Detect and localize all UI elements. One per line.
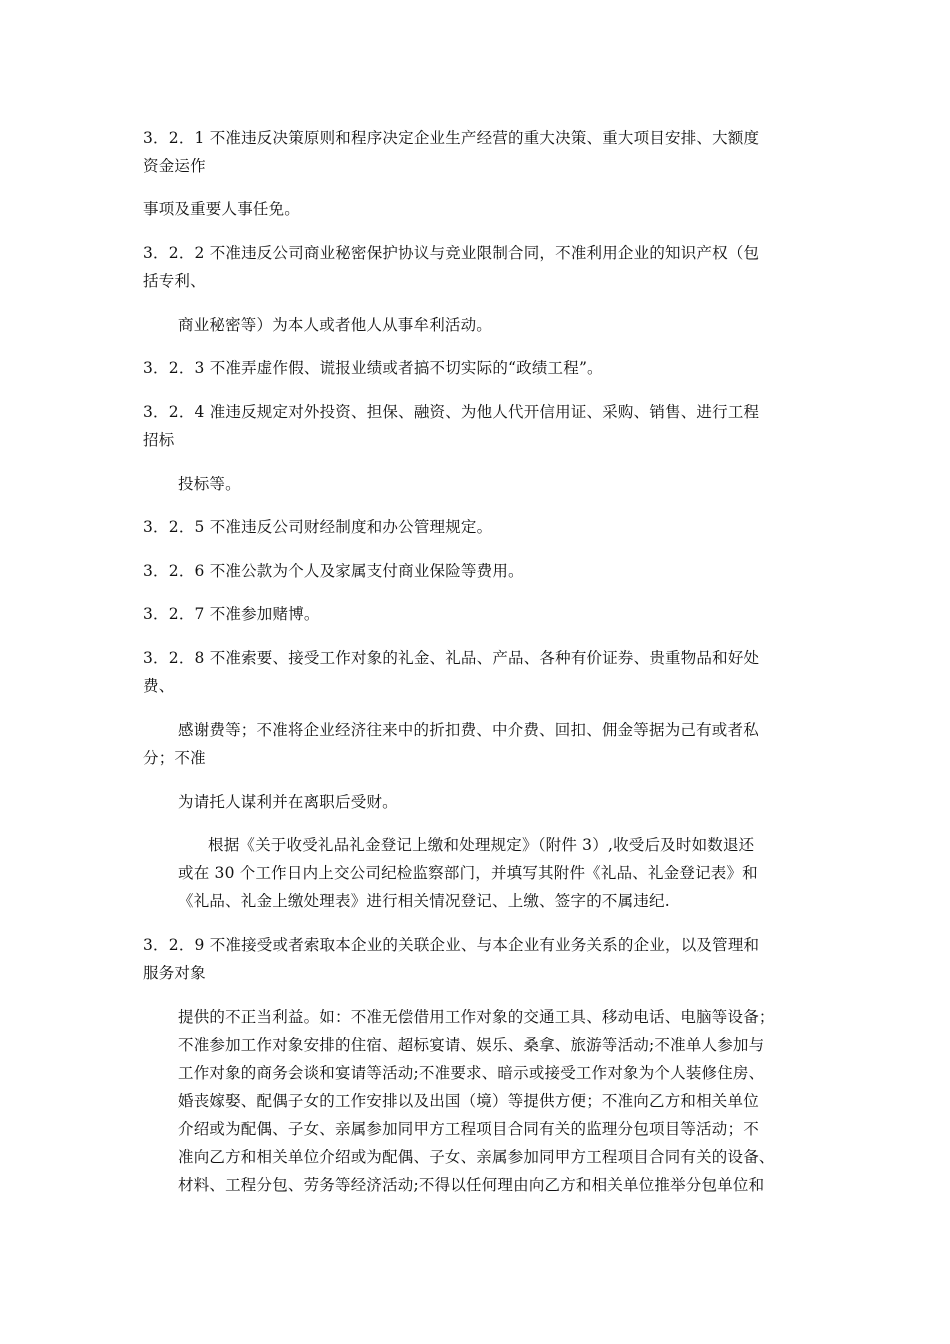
text-line-3-2-9-cont8: 材料、工程分包、劳务等经济活动;不得以任何理由向乙方和相关单位推举分包单位和: [178, 1176, 765, 1194]
text-line-3-2-3: 3．2．3 不准弄虚作假、谎报业绩或者搞不切实际的“政绩工程”。: [143, 359, 603, 377]
text-line-3-2-2: 3．2．2 不准违反公司商业秘密保护协议与竞业限制合同，不准利用企业的知识产权（包: [143, 244, 760, 262]
text-line-3-2-8: 3．2．8 不准索要、接受工作对象的礼金、礼品、产品、各种有价证券、贵重物品和好处: [143, 649, 760, 667]
text-line-3-2-4-cont: 招标: [143, 431, 175, 449]
text-line-gift-rule-cont2: 《礼品、礼金上缴处理表》进行相关情况登记、上缴、签字的不属违纪.: [178, 892, 670, 910]
text-line-3-2-8-cont4: 为请托人谋利并在离职后受财。: [178, 793, 398, 811]
text-line-3-2-1: 3．2．1 不准违反决策原则和程序决定企业生产经营的重大决策、重大项目安排、大额度: [143, 129, 760, 147]
text-line-3-2-5: 3．2．5 不准违反公司财经制度和办公管理规定。: [143, 518, 493, 536]
text-line-3-2-9-cont3: 不准参加工作对象安排的住宿、超标宴请、娱乐、桑拿、旅游等活动;不准单人参加与: [178, 1036, 765, 1054]
text-line-3-2-9-cont6: 介绍或为配偶、子女、亲属参加同甲方工程项目合同有关的监理分包项目等活动；不: [178, 1120, 759, 1138]
text-line-3-2-7: 3．2．7 不准参加赌博。: [143, 605, 320, 623]
text-line-3-2-9-cont7: 准向乙方和相关单位介绍或为配偶、子女、亲属参加同甲方工程项目合同有关的设备、: [178, 1148, 775, 1166]
text-line-gift-rule-cont: 或在 30 个工作日内上交公司纪检监察部门，并填写其附件《礼品、礼金登记表》和: [178, 864, 758, 882]
text-line-3-2-1-cont: 资金运作: [143, 157, 206, 175]
text-line-3-2-9-cont: 服务对象: [143, 964, 206, 982]
text-line-3-2-9-cont2: 提供的不正当利益。如：不准无偿借用工作对象的交通工具、移动电话、电脑等设备；: [178, 1008, 775, 1026]
text-line-3-2-2-cont2: 商业秘密等）为本人或者他人从事牟利活动。: [178, 316, 493, 334]
text-line-3-2-4-cont2: 投标等。: [178, 475, 241, 493]
text-line-3-2-9: 3．2．9 不准接受或者索取本企业的关联企业、与本企业有业务关系的企业，以及管理和: [143, 936, 760, 954]
text-line-3-2-2-cont: 括专利、: [143, 272, 206, 290]
text-line-3-2-1-cont2: 事项及重要人事任免。: [143, 200, 301, 218]
text-line-3-2-4: 3．2．4 准违反规定对外投资、担保、融资、为他人代开信用证、采购、销售、进行工程: [143, 403, 760, 421]
text-line-3-2-9-cont5: 婚丧嫁娶、配偶子女的工作安排以及出国（境）等提供方便；不准向乙方和相关单位: [178, 1092, 759, 1110]
text-line-3-2-8-cont: 费、: [143, 677, 175, 695]
text-line-3-2-8-cont2: 感谢费等；不准将企业经济往来中的折扣费、中介费、回扣、佣金等据为己有或者私: [178, 721, 759, 739]
text-line-3-2-9-cont4: 工作对象的商务会谈和宴请等活动;不准要求、暗示或接受工作对象为个人装修住房、: [178, 1064, 765, 1082]
text-line-gift-rule: 根据《关于收受礼品礼金登记上缴和处理规定》（附件 3）,收受后及时如数退还: [208, 836, 755, 854]
text-line-3-2-8-cont3: 分；不准: [143, 749, 206, 767]
text-line-3-2-6: 3．2．6 不准公款为个人及家属支付商业保险等费用。: [143, 562, 524, 580]
